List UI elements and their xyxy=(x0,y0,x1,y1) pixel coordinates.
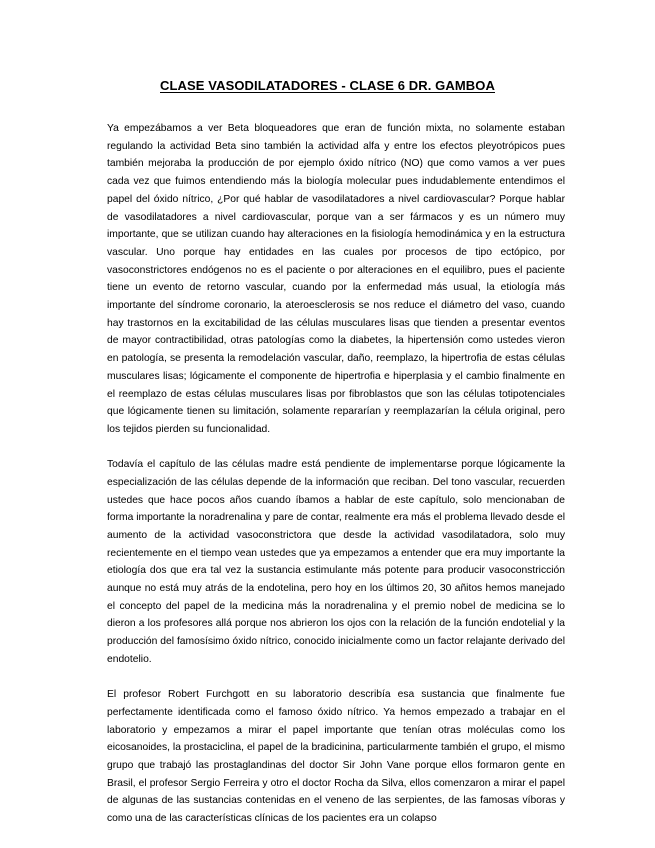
document-title-text: CLASE VASODILATADORES - CLASE 6 DR. GAMBOA xyxy=(160,78,495,93)
document-title xyxy=(0,78,655,93)
paragraph-3: El profesor Robert Furchgott en su laboratorio describía esa sustancia que finalmente fue perfectamente identificada como el famoso óxido nítrico. Ya hemos empezado a trabajar en el laboratorio y empezamos a mirar el papel importante que tenían otras moléculas como los eicosanoides, la prostaciclina, el papel de la bradicinina, particularmente también el grupo, el mismo grupo que trabajó las prostaglandinas del doctor Sir John Vane porque ellos formaron gente en Brasil, el profesor Sergio Ferreira y otro el doctor Rocha da Silva, ellos comenzaron a mirar el papel de algunas de las sustancias contenidas en el veneno de las serpientes, de las famosas víboras y como una de las características clínicas de los pacientes era un colapso xyxy=(107,689,565,825)
document-body xyxy=(107,120,565,828)
paragraph-1: Ya empezábamos a ver Beta bloqueadores que eran de función mixta, no solamente estaban regulando la actividad Beta sino también la actividad alfa y entre los efectos pleyotrópicos pues también mejoraba la producción de por ejemplo óxido nítrico (NO) que como vamos a ver pues cada vez que fuimos entendiendo más la biología molecular pues indudablemente entendimos el papel del óxido nítrico, ¿Por qué hablar de vasodilatadores a nivel cardiovascular? Porque hablar de vasodilatadores a nivel cardiovascular, porque van a ser fármacos y es un número muy importante, que se utilizan cuando hay alteraciones en la fisiología hemodinámica y en la estructura vascular. Uno porque hay entidades en las cuales por procesos de tipo ectópico, por vasoconstrictores endógenos no es el paciente o por alteraciones en el equilibro, pues el paciente tiene un evento de retorno vascular, cuando por la enfermedad más usual, la etiología más importante del síndrome coronario, la ateroesclerosis se nos reduce el diámetro del vaso, cuando hay trastornos en la excitabilidad de las células musculares lisas que tienden a presentar eventos de mayor contractibilidad, otras patologías como la diabetes, la hipertensión como ustedes vieron en patología, se presenta la remodelación vascular, daño, reemplazo, la hipertrofia de estas células musculares lisas; lógicamente el componente de hipertrofia e hiperplasia y el cambio finalmente en el reemplazo de estas células musculares lisas por fibroblastos que son las células totipotenciales que lógicamente tienen su limitación, solamente repararían y reemplazarían la célula original, pero los tejidos pierden su funcionalidad. xyxy=(107,123,565,435)
paragraph-2: Todavía el capítulo de las células madre está pendiente de implementarse porque lógicamente la especialización de las células depende de la información que reciban. Del tono vascular, recuerden ustedes que hace pocos años cuando íbamos a hablar de este capítulo, solo mencionaban de forma importante la noradrenalina y pare de contar, realmente era más el problema llevado desde el aumento de la actividad vasoconstrictora que desde la actividad vasodilatadora, solo muy recientemente en el tiempo vean ustedes que ya empezamos a entender que era muy importante la etiología dos que era tal vez la sustancia estimulante más potente para producir vasoconstricción aunque no está muy atrás de la endotelina, pero hoy en los últimos 20, 30 añitos hemos manejado el concepto del papel de la medicina más la noradrenalina y el premio nobel de medicina se lo dieron a los profesores allá porque nos abrieron los ojos con la relación de la función endotelial y la producción del famosísimo óxido nítrico, conocido inicialmente como un factor relajante derivado del endotelio. xyxy=(107,459,565,665)
